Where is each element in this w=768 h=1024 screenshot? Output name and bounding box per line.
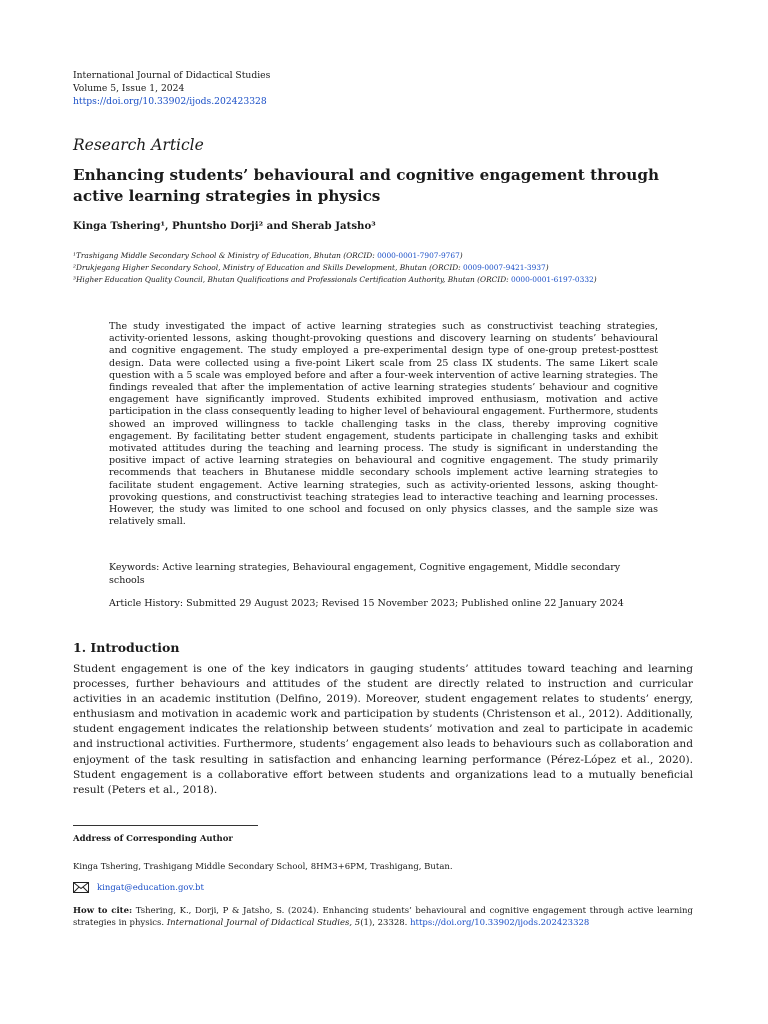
introduction-paragraph: Student engagement is one of the key indicators in gauging students’ attitudes toward teaching and learning processes, further behaviours and attitudes of the student are directly related to instruction and curricular activities in an academic institution (Delfino, 2019). Moreover, student engagement relates to students’ energy, enthusiasm and motivation in academic work and participation by students (Christenson et al., 2012). Additionally, student engagement indicates the relationship between students’ motivation and zeal to participate in academic and instructional activities. Furthermore, students’ engagement also leads to behaviours such as collaboration and enjoyment of the task resulting in satisfaction and enhancing learning performance (Pérez-López et al., 2020). Student engagement is a collaborative effort between students and organizations lead to a mutually beneficial result (Peters et al., 2018). bbox=[73, 663, 693, 796]
email-link[interactable]: kingat@education.gov.bt bbox=[97, 882, 204, 893]
section-heading-introduction: 1. Introduction bbox=[73, 640, 180, 655]
envelope-icon bbox=[73, 882, 89, 893]
cite-journal: International Journal of Didactical Studies, 5 bbox=[166, 918, 361, 928]
article-type: Research Article bbox=[73, 136, 204, 154]
affiliation-2: ²Drukjegang Higher Secondary School, Ministry of Education and Skills Development, Bhutan (ORCID: 0009-0007-9421-3937) bbox=[73, 263, 549, 272]
email-row bbox=[73, 882, 204, 893]
authors: Kinga Tshering¹, Phuntsho Dorji² and Sherab Jatsho³ bbox=[73, 220, 376, 232]
article-title: Enhancing students’ behavioural and cognitive engagement through active learning strategies in physics bbox=[73, 166, 659, 205]
article-history: Article History: Submitted 29 August 2023; Revised 15 November 2023; Published online 22 January 2024 bbox=[109, 598, 624, 609]
journal-header bbox=[73, 69, 270, 108]
affiliation-1: ¹Trashigang Middle Secondary School & Ministry of Education, Bhutan (ORCID: 0000-0001-7907-9767) bbox=[73, 251, 463, 260]
footnote-divider bbox=[73, 825, 258, 826]
journal-name: International Journal of Didactical Studies bbox=[73, 70, 271, 81]
cite-text: Tshering, K., Dorji, P & Jatsho, S. (2024). Enhancing students’ behavioural and cognitive engagement through active learning strategies in physics. bbox=[73, 906, 693, 928]
how-to-cite bbox=[73, 905, 693, 929]
cite-doi-link[interactable]: https://doi.org/10.33902/ijods.202423328 bbox=[410, 918, 590, 928]
cite-label: How to cite: bbox=[73, 906, 133, 916]
affiliation-3: ³Higher Education Quality Council, Bhutan Qualifications and Professionals Certification Authority, Bhutan (ORCID: 0000-0001-6197-0332) bbox=[73, 275, 597, 284]
orcid-link-2[interactable]: 0009-0007-9421-3937 bbox=[463, 263, 546, 272]
abstract: The study investigated the impact of active learning strategies such as constructivist teaching strategies, activity-oriented lessons, asking thought-provoking questions and discovery learning on students’ behavioural and cognitive engagement. The study employed a pre-experimental design type of one-group pretest-posttest design. Data were collected using a five-point Likert scale from 25 class IX students. The same Likert scale question with a 5 scale was employed before and after a four-week intervention of active learning strategies. The findings revealed that after the implementation of active learning strategies students’ behaviour and cognitive engagement have significantly improved. Students exhibited improved enthusiasm, motivation and active participation in the class consequently leading to higher level of behavioural engagement. Furthermore, students showed an improved willingness to tackle challenging tasks in the class, thereby improving cognitive engagement. By facilitating better student engagement, students participate in challenging tasks and exhibit motivated attitudes during the teaching and learning process. The study is significant in understanding the positive impact of active learning strategies on behavioural and cognitive engagement. The study primarily recommends that teachers in Bhutanese middle secondary schools implement active learning strategies to facilitate student engagement. Active learning strategies, such as activity-oriented lessons, asking thought-provoking questions, and constructivist teaching strategies lead to interactive teaching and learning processes. However, the study was limited to one school and focused on only physics classes, and the sample size was relatively small. bbox=[109, 321, 658, 528]
corresponding-author-address: Kinga Tshering, Trashigang Middle Secondary School, 8HM3+6PM, Trashigang, Butan. bbox=[73, 862, 453, 872]
keywords: Keywords: Active learning strategies, Behavioural engagement, Cognitive engagement, Middle secondary schools bbox=[109, 562, 621, 586]
affiliations bbox=[73, 250, 597, 286]
corresponding-author-heading: Address of Corresponding Author bbox=[73, 834, 233, 844]
orcid-link-3[interactable]: 0000-0001-6197-0332 bbox=[511, 275, 594, 284]
orcid-link-1[interactable]: 0000-0001-7907-9767 bbox=[377, 251, 460, 260]
journal-volume: Volume 5, Issue 1, 2024 bbox=[73, 83, 185, 94]
cite-issue: (1), 23328. bbox=[360, 918, 411, 928]
journal-doi-link[interactable]: https://doi.org/10.33902/ijods.202423328 bbox=[73, 96, 267, 107]
